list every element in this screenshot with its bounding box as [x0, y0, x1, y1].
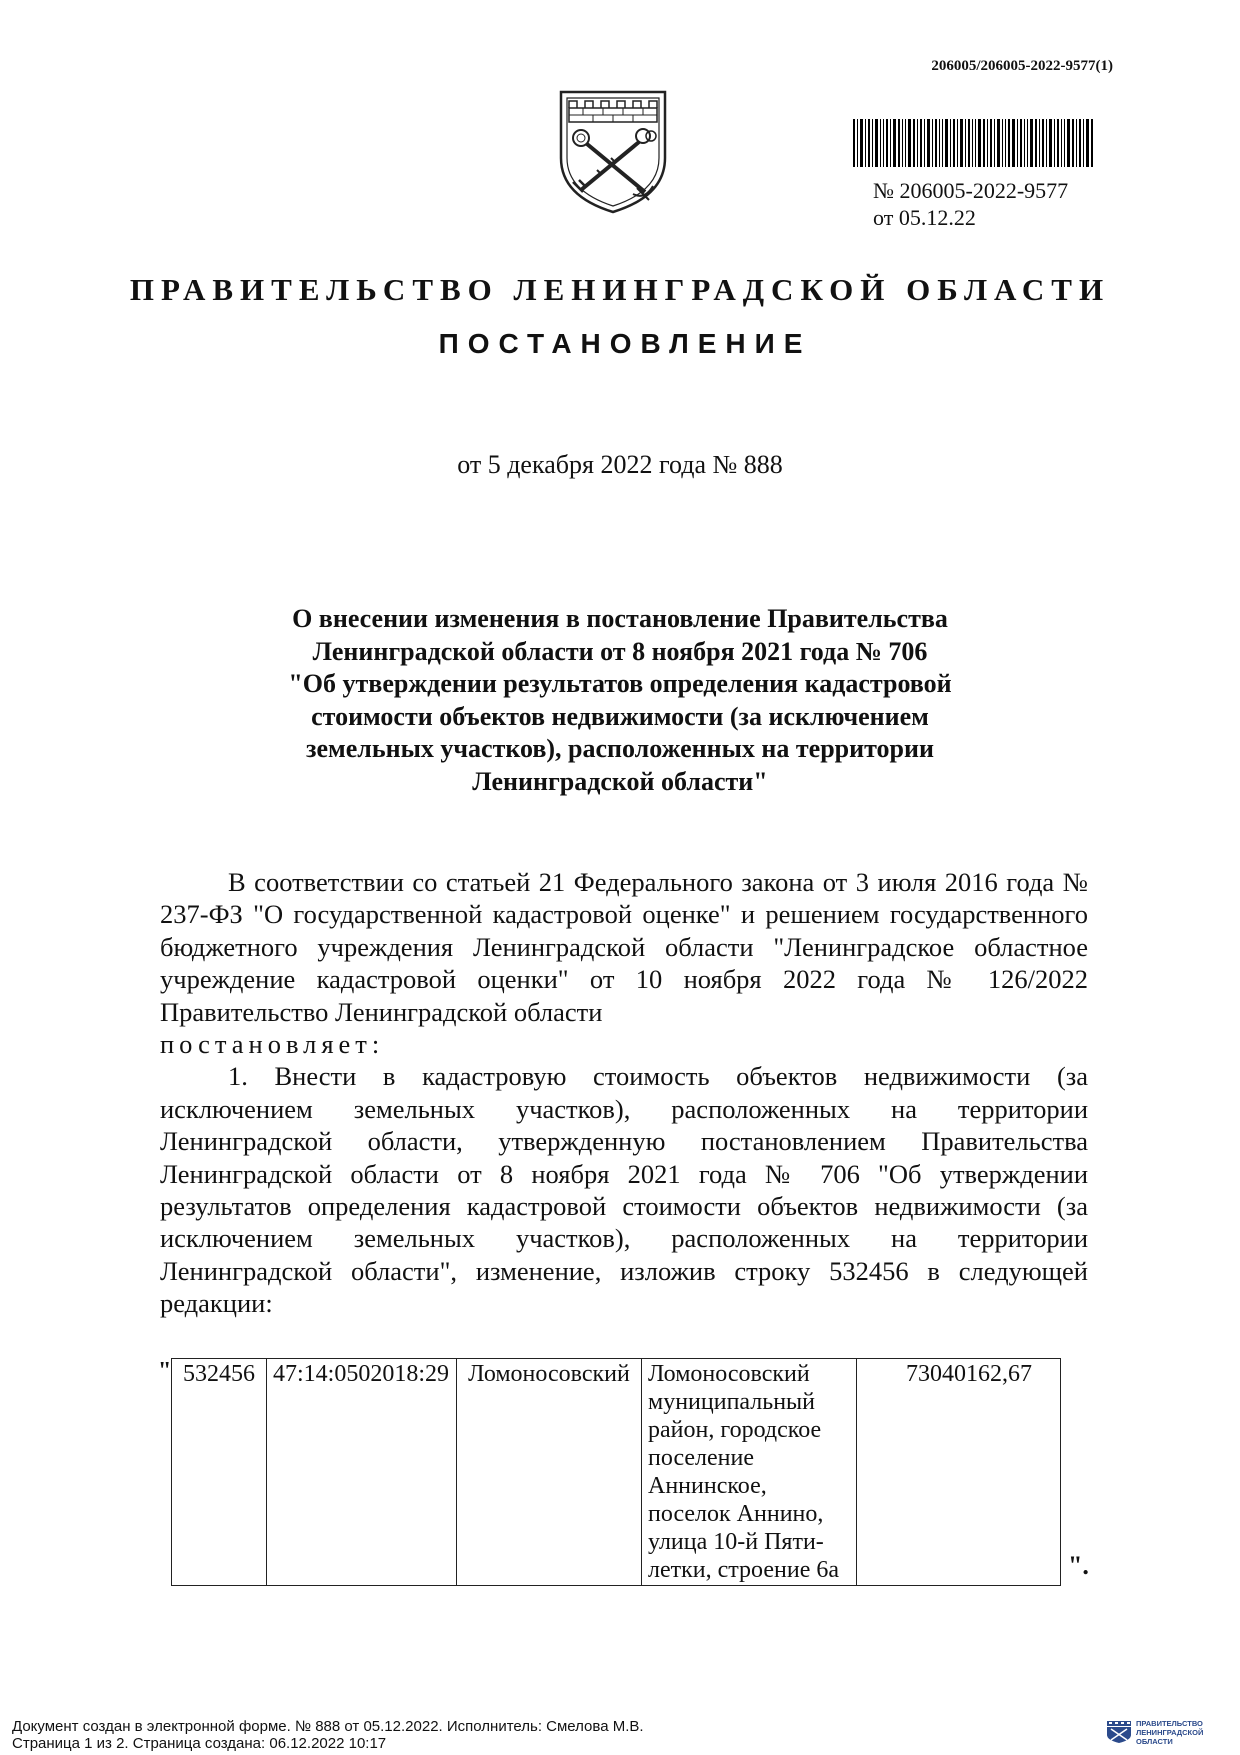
- heading-line: О внесении изменения в постановление Правительства: [292, 604, 948, 633]
- cadastral-number-cell: 47:14:0502018:29: [267, 1359, 457, 1586]
- item-1-paragraph: 1. Внести в кадастровую стоимость объектов недвижимости (за исключением земельных участков), расположенных на территории Ленинградской области, утвержденную постановлением Правительства Ленинградской области от 8 ноября 2021 года № 706 "Об утверждении результатов определения кадастровой стоимости объектов недвижимости (за исключением земельных участков), расположенных на территории Ленинградской области", изменение, изложив строку 532456 в следующей редакции:: [160, 1061, 1088, 1319]
- heading-line: стоимости объектов недвижимости (за исключением: [311, 701, 929, 731]
- cadastral-value-table: [171, 1358, 1061, 1586]
- decree-date-number: от 5 декабря 2022 года № 888: [457, 450, 783, 479]
- decree-body: [160, 866, 1088, 1320]
- address-cell: [642, 1359, 857, 1586]
- table-open-quote: ": [158, 1358, 172, 1384]
- coat-of-arms-icon: [553, 88, 673, 216]
- address-line: летки, строение 6а: [648, 1557, 839, 1583]
- address-line: улица 10-й Пяти-: [648, 1529, 824, 1555]
- row-number-cell: 532456: [172, 1359, 267, 1586]
- government-logo-text: [1136, 1719, 1203, 1746]
- logo-text-line: ПРАВИТЕЛЬСТВО: [1136, 1719, 1203, 1728]
- heading-line: земельных участков), расположенных на территории: [306, 734, 934, 763]
- government-logo-icon: [1107, 1721, 1131, 1743]
- table-row: [172, 1359, 1061, 1586]
- address-line: Ломоносовский: [648, 1361, 810, 1387]
- government-title: ПРАВИТЕЛЬСТВО ЛЕНИНГРАДСКОЙ ОБЛАСТИ: [129, 272, 1111, 307]
- registry-code: 206005/206005-2022-9577(1): [931, 58, 1113, 74]
- address-line: Аннинское,: [648, 1473, 767, 1499]
- footer-line-1: Документ создан в электронной форме. № 888 от 05.12.2022. Исполнитель: Смелова М.В.: [12, 1718, 644, 1735]
- address-line: поселок Аннино,: [648, 1501, 824, 1527]
- address-line: поселение: [648, 1445, 755, 1471]
- resolves-word: постановляет:: [160, 1029, 385, 1060]
- decree-heading: [230, 603, 1010, 798]
- cadastral-value-cell: 73040162,67: [857, 1359, 1061, 1586]
- stamp-number: № 206005-2022-9577: [873, 178, 1069, 203]
- barcode: [853, 119, 1093, 167]
- preamble-paragraph: В соответствии со статьей 21 Федерального закона от 3 июля 2016 года № 237-ФЗ "О государственной кадастровой оценке" и решением государственного бюджетного учреждения Ленинградской области "Ленинградское областное учреждение кадастровой оценки" от 10 ноября 2022 года № 126/2022 Правительство Ленинградской области: [160, 867, 1088, 1027]
- heading-line: Ленинградской области от 8 ноября 2021 года № 706: [312, 636, 928, 666]
- logo-text-line: ЛЕНИНГРАДСКОЙ: [1136, 1728, 1204, 1737]
- footer-line-2: Страница 1 из 2. Страница создана: 06.12.2022 10:17: [12, 1735, 387, 1752]
- address-line: район, городское: [648, 1417, 822, 1443]
- district-cell: Ломоносовский: [457, 1359, 642, 1586]
- heading-line: "Об утверждении результатов определения кадастровой: [288, 669, 952, 698]
- document-type: ПОСТАНОВЛЕНИЕ: [438, 328, 812, 359]
- footer-info: [12, 1718, 644, 1752]
- heading-line: Ленинградской области": [472, 766, 768, 796]
- address-line: муниципальный: [648, 1389, 816, 1415]
- logo-text-line: ОБЛАСТИ: [1136, 1737, 1173, 1746]
- stamp-date: от 05.12.22: [873, 205, 976, 230]
- table-close-quote: ".: [1068, 1551, 1089, 1580]
